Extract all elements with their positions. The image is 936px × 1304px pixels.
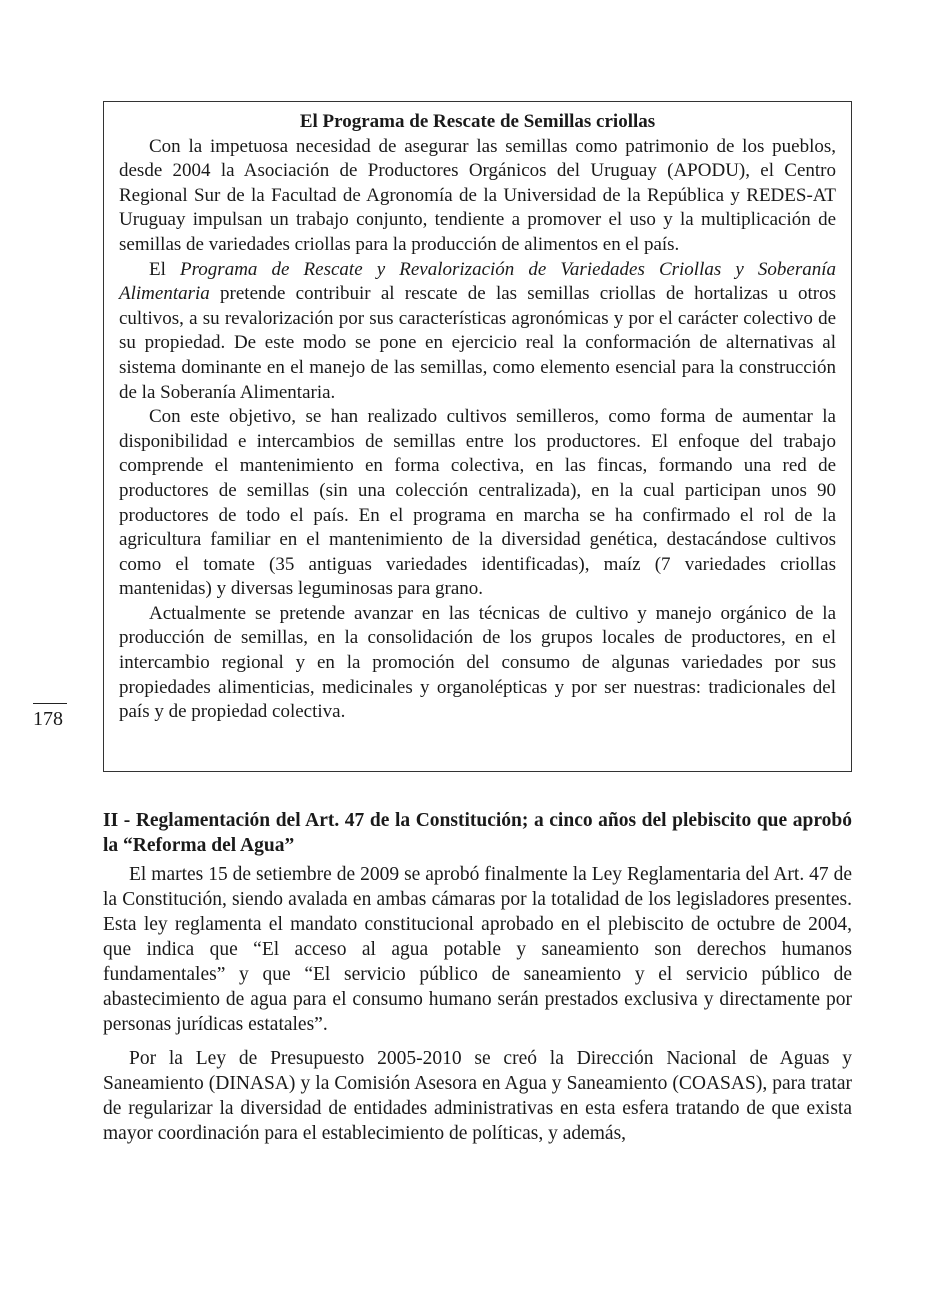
box-paragraph-3: Con este objetivo, se han realizado cultivos semilleros, como forma de aumentar la disponibilidad e intercambios de semillas entre los productores. El enfoque del trabajo comprende el mantenimiento en forma colectiva, en las fincas, formando una red de productores de semillas (sin una colección centralizada), en la cual participan unos 90 productores de todo el país. En el programa en marcha se ha confirmado el rol de la agricultura familiar en el mantenimiento de la diversidad genética, destacándose cultivos como el tomate (35 antiguas variedades identificadas), maíz (7 variedades criollas mantenidas) y diversas leguminosas para grano. (119, 406, 836, 600)
section-paragraph-2: Por la Ley de Presupuesto 2005-2010 se creó la Dirección Nacional de Aguas y Saneamiento (DINASA) y la Comisión Asesora en Agua y Saneamiento (COASAS), para tratar de regularizar la diversidad de entidades administrativas en esta esfera tratando de que exista mayor coordinación para el establecimiento de políticas, y además, (103, 1048, 852, 1144)
section-water-reform (103, 808, 852, 1155)
sidebar-box-seed-program (103, 101, 852, 772)
program-name-italic: Programa de Rescate y Revalorización de Variedades Criollas y Soberanía Alimentaria (119, 258, 837, 305)
box-paragraph-2-lead: El (149, 258, 180, 280)
box-paragraph-1: Con la impetuosa necesidad de asegurar las semillas como patrimonio de los pueblos, desde 2004 la Asociación de Productores Orgánicos del Uruguay (APODU), el Centro Regional Sur de la Facultad de Agronomía de la Universidad de la República y REDES-AT Uruguay impulsan un trabajo conjunto, tendiente a promover el uso y la multiplicación de semillas de variedades criollas para la producción de alimentos en el país. (119, 135, 836, 255)
page-number: 178 (33, 708, 63, 730)
box-title: El Programa de Rescate de Semillas criollas (299, 111, 656, 132)
section-title: II - Reglamentación del Art. 47 de la Constitución; a cinco años del plebiscito que aprobó la “Reforma del Agua” (103, 810, 852, 856)
section-paragraph-1: El martes 15 de setiembre de 2009 se aprobó finalmente la Ley Reglamentaria del Art. 47 de la Constitución, siendo avalada en ambas cámaras por la totalidad de los legisladores presentes. Esta ley reglamenta el mandato constitucional aprobado en el plebiscito de octubre de 2004, que indica que “El acceso al agua potable y saneamiento son derechos humanos fundamentales” y que “El servicio público de saneamiento y el servicio público de abastecimiento de agua para el consumo humano serán prestados exclusiva y directamente por personas jurídicas estatales”. (103, 864, 852, 1035)
box-paragraph-4: Actualmente se pretende avanzar en las técnicas de cultivo y manejo orgánico de la producción de semillas, en la consolidación de los grupos locales de productores, en el intercambio regional y en la promoción del consumo de algunas variedades por sus propiedades alimenticias, medicinales y organolépticas y por ser nuestras: tradicionales del país y de propiedad colectiva. (119, 602, 836, 723)
box-paragraph-2 (119, 258, 836, 406)
page-number-rule (33, 703, 67, 704)
box-paragraph-2-rest: pretende contribuir al rescate de las semillas criollas de hortalizas u otros cultivos, a su revalorización por sus características agronómicas y por el carácter colectivo de su propiedad. De este modo se pone en ejercicio real la conformación de alternativas al sistema dominante en el manejo de las semillas, como elemento esencial para la construcción de la Soberanía Alimentaria. (119, 283, 836, 403)
